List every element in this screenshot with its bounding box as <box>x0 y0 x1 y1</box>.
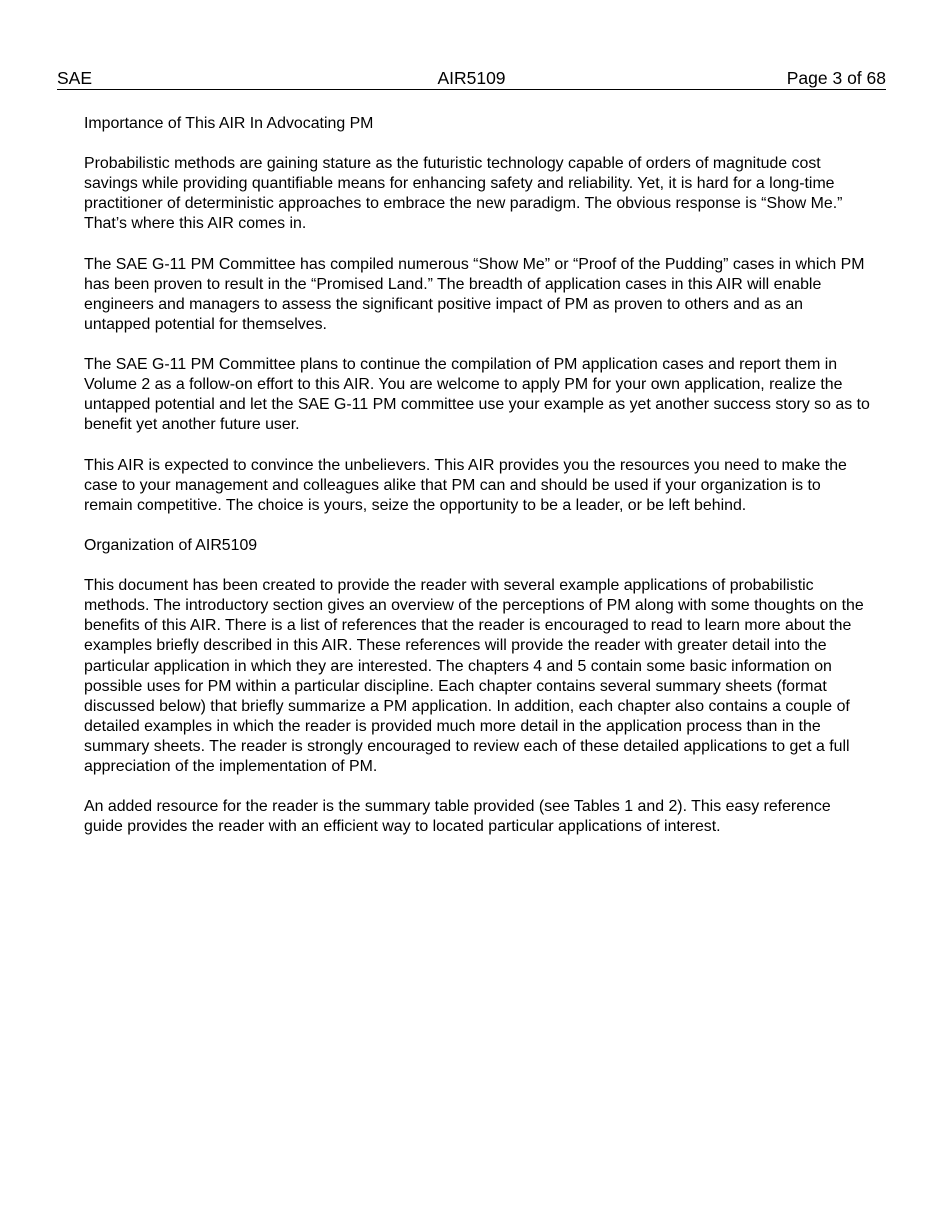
paragraph-3: The SAE G-11 PM Committee plans to continue the compilation of PM application cases and report them in Volume 2 as a follow-on effort to this AIR. You are welcome to apply PM for your own application, realize the untapped potential and let the SAE G-11 PM committee use your example as yet another success story so as to benefit yet another future user. <box>84 356 870 434</box>
paragraph-2: The SAE G-11 PM Committee has compiled numerous “Show Me” or “Proof of the Pudding” cases in which PM has been proven to result in the “Promised Land.” The breadth of application cases in this AIR will enable engineers and managers to assess the significant positive impact of PM as proven to others and as an untapped potential for themselves. <box>84 255 865 333</box>
section-heading-importance: Importance of This AIR In Advocating PM <box>84 115 374 132</box>
header-doc-number: AIR5109 <box>437 68 506 88</box>
paragraph-5: This document has been created to provide the reader with several example applications of probabilistic methods. The introductory section gives an overview of the perceptions of PM along with some thoughts on the benefits of this AIR. There is a list of references that the reader is encouraged to read to learn more about the examples briefly described in this AIR. These references will provide the reader with greater detail into the particular application in which they are interested. The chapters 4 and 5 contain some basic information on possible uses for PM within a particular discipline. Each chapter contains several summary sheets (format discussed below) that briefly summarize a PM application. In addition, each chapter also contains a couple of detailed examples in which the reader is provided much more detail in the application process than in the summary sheets. The reader is strongly encouraged to review each of these detailed applications to get a full appreciation of the implementation of PM. <box>84 577 864 775</box>
document-body <box>84 114 870 857</box>
header-page-number: Page 3 of 68 <box>786 68 886 88</box>
paragraph-1: Probabilistic methods are gaining stature as the futuristic technology capable of orders of magnitude cost savings while providing quantifiable means for enhancing safety and reliability. Yet, it is hard for a long-time practitioner of deterministic approaches to embrace the new paradigm. The obvious response is “Show Me.” That’s where this AIR comes in. <box>84 155 843 233</box>
paragraph-4: This AIR is expected to convince the unbelievers. This AIR provides you the resources you need to make the case to your management and colleagues alike that PM can and should be used if your organization is to remain competitive. The choice is yours, seize the opportunity to be a leader, or be left behind. <box>84 456 847 514</box>
section-heading-organization: Organization of AIR5109 <box>84 536 258 554</box>
page-header <box>57 67 886 90</box>
paragraph-6: An added resource for the reader is the summary table provided (see Tables 1 and 2). This easy reference guide provides the reader with an efficient way to located particular applications of interest. <box>84 798 831 836</box>
header-org: SAE <box>57 68 93 88</box>
